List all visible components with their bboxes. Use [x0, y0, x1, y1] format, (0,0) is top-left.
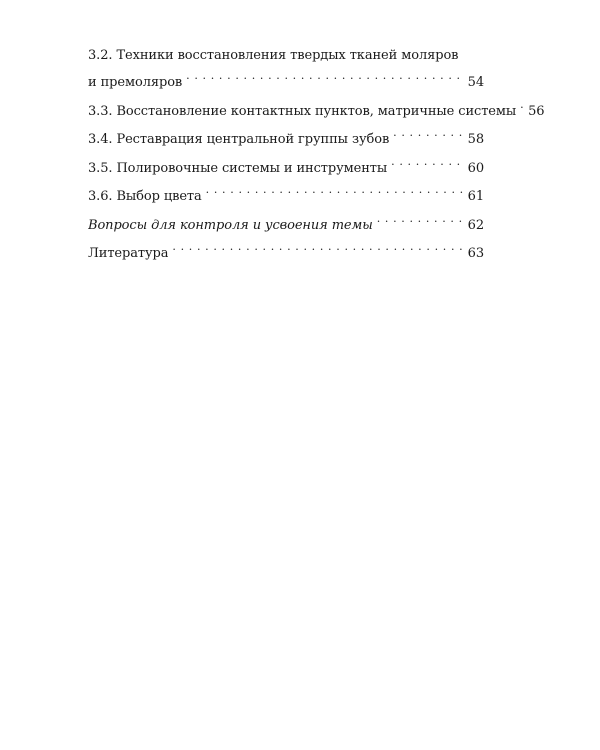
toc-entry-title: Литература	[88, 246, 169, 261]
toc-page-number: 60	[467, 160, 484, 176]
table-of-contents	[88, 46, 545, 266]
toc-entry-3-3[interactable]	[88, 95, 545, 122]
toc-entry-literature[interactable]	[88, 237, 484, 264]
toc-entry-3-4[interactable]	[88, 123, 484, 150]
toc-entry-title-line2: и премоляров	[88, 75, 183, 90]
toc-page-number: 56	[528, 103, 545, 119]
dot-leader	[206, 180, 464, 200]
toc-entry-3-6[interactable]	[88, 180, 484, 207]
toc-entry-title: 3.5. Полировочные системы и инструменты	[88, 160, 388, 176]
toc-entry-questions[interactable]	[88, 209, 484, 236]
dot-leader	[377, 209, 464, 229]
dot-leader	[391, 152, 464, 172]
dot-leader	[393, 123, 463, 143]
toc-page-number: 61	[467, 189, 484, 204]
toc-entry-3-2[interactable]	[88, 46, 484, 93]
toc-page-number: 62	[467, 217, 484, 233]
toc-entry-title: 3.3. Восстановление контактных пунктов, матричные системы	[88, 103, 517, 119]
toc-entry-title: 3.4. Реставрация центральной группы зубов	[88, 132, 390, 147]
toc-page-number: 63	[467, 246, 484, 261]
dot-leader	[186, 66, 464, 86]
dot-leader	[520, 95, 524, 115]
toc-page-number: 54	[467, 75, 484, 90]
toc-entry-3-5[interactable]	[88, 152, 484, 179]
toc-entry-title-line1: 3.2. Техники восстановления твердых тканей моляров	[88, 48, 459, 63]
toc-page-number: 58	[467, 132, 484, 147]
toc-entry-title: 3.6. Выбор цвета	[88, 189, 202, 204]
toc-entry-title: Вопросы для контроля и усвоения темы	[88, 217, 373, 233]
dot-leader	[172, 237, 463, 257]
